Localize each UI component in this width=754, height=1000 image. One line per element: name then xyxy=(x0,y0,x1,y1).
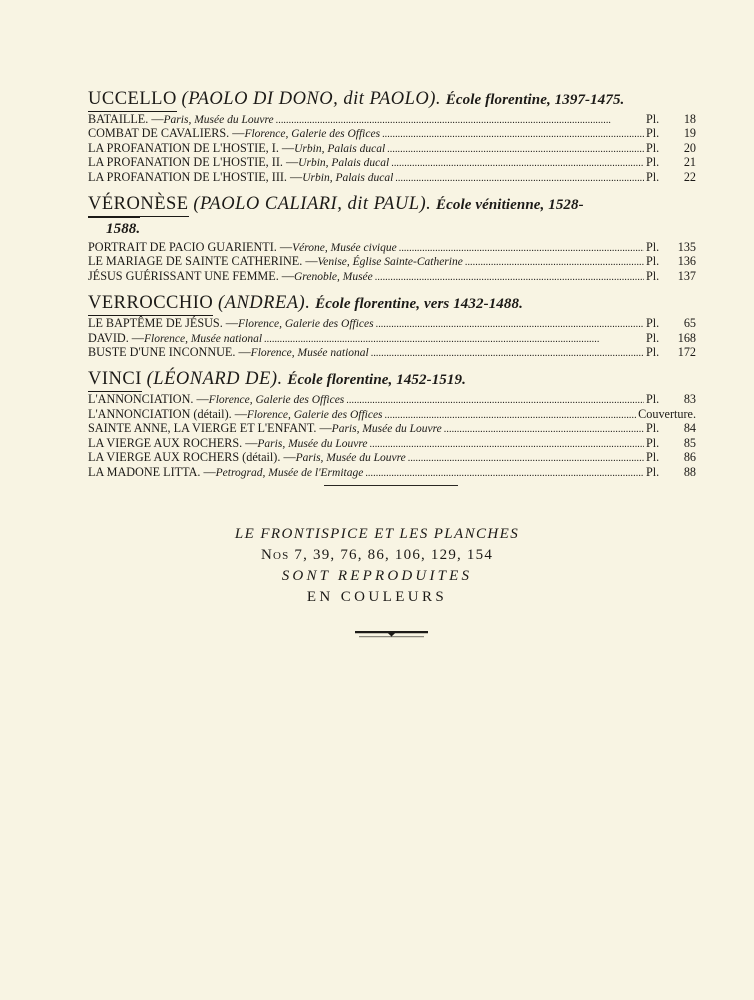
plate-entry xyxy=(88,408,696,422)
plate-entry xyxy=(88,156,696,170)
work-title: LA VIERGE AUX ROCHERS. — xyxy=(88,435,258,450)
colophon-line-3: SONT REPRODUITES xyxy=(281,568,473,584)
work-location: Florence, Galerie des Offices xyxy=(208,394,345,407)
plate-list xyxy=(88,317,696,360)
artist-section xyxy=(88,88,696,185)
plate-number: 88 xyxy=(683,464,696,479)
colophon xyxy=(0,524,754,608)
closing-ornament-icon xyxy=(355,630,428,638)
work-location: Florence, Galerie des Offices xyxy=(246,408,383,421)
artist-name: UCCELLO xyxy=(88,89,177,109)
leader-dots xyxy=(395,171,644,185)
leader-dots xyxy=(408,451,644,465)
artist-name-underlined xyxy=(88,368,142,392)
plate-number: 22 xyxy=(683,169,696,184)
work-title: LE MARIAGE DE SAINTE CATHERINE. — xyxy=(88,254,318,269)
plate-label: Pl. xyxy=(646,392,660,407)
plate-ref xyxy=(646,437,696,450)
work-location: Vérone, Musée civique xyxy=(292,242,397,255)
plate-ref: Couverture. xyxy=(638,406,696,421)
artist-section xyxy=(88,368,696,479)
work-location: Petrograd, Musée de l'Ermitage xyxy=(215,466,364,479)
artist-section xyxy=(88,193,696,284)
plate-label: Pl. xyxy=(646,450,660,465)
work-location: Florence, Musée national xyxy=(143,332,263,345)
artist-name-underlined xyxy=(88,193,189,217)
plate-entry xyxy=(88,422,696,436)
work-location: Paris, Musée du Louvre xyxy=(295,452,406,465)
plate-label: Pl. xyxy=(646,169,660,184)
plate-entry xyxy=(88,127,696,141)
plate-number: 21 xyxy=(683,155,696,170)
leader-dots xyxy=(399,241,644,255)
plate-ref xyxy=(646,171,696,184)
colophon-line-4: EN COULEURS xyxy=(306,589,448,605)
plate-ref xyxy=(646,270,696,283)
work-location: Paris, Musée du Louvre xyxy=(257,437,368,450)
plate-label: Pl. xyxy=(646,155,660,170)
plate-number: 136 xyxy=(677,254,696,269)
plate-label: Pl. xyxy=(646,268,660,283)
leader-dots xyxy=(376,317,644,331)
leader-dots xyxy=(365,466,644,480)
plate-entry xyxy=(88,171,696,185)
plate-number: 137 xyxy=(677,268,696,283)
artist-school: École florentine, vers 1432-1488. xyxy=(315,296,523,313)
artist-name-underlined xyxy=(88,292,213,316)
plate-label: Pl. xyxy=(646,140,660,155)
colophon-line-2 xyxy=(0,545,754,566)
plate-ref xyxy=(646,393,696,406)
plate-number: 85 xyxy=(683,435,696,450)
plate-ref xyxy=(646,113,696,126)
artist-fullname: (PAOLO CALIARI, dit PAUL). xyxy=(193,194,432,215)
leader-dots xyxy=(371,346,644,360)
work-title: LE BAPTÊME DE JÉSUS. — xyxy=(88,316,238,331)
work-title: LA PROFANATION DE L'HOSTIE, III. — xyxy=(88,169,303,184)
artist-heading xyxy=(88,88,696,112)
plate-entry xyxy=(88,332,696,346)
plate-number: 20 xyxy=(683,140,696,155)
work-location: Urbin, Palais ducal xyxy=(302,171,394,184)
plate-entry xyxy=(88,393,696,407)
artist-heading xyxy=(88,292,696,316)
work-title: L'ANNONCIATION. — xyxy=(88,392,209,407)
work-title: LA PROFANATION DE L'HOSTIE, I. — xyxy=(88,140,295,155)
leader-dots xyxy=(370,437,645,451)
work-title: LA MADONE LITTA. — xyxy=(88,464,216,479)
leader-dots xyxy=(375,270,644,284)
plate-entry xyxy=(88,113,696,127)
work-location: Grenoble, Musée xyxy=(293,270,373,283)
plate-entry xyxy=(88,142,696,156)
work-title: COMBAT DE CAVALIERS. — xyxy=(88,126,245,141)
leader-dots xyxy=(385,408,637,422)
plate-number: 135 xyxy=(677,240,696,255)
artist-heading xyxy=(88,368,696,392)
leader-dots xyxy=(346,393,644,407)
plate-ref xyxy=(646,422,696,435)
plate-entry xyxy=(88,437,696,451)
work-location: Florence, Galerie des Offices xyxy=(237,318,374,331)
plate-number: 65 xyxy=(683,316,696,331)
plate-label: Pl. xyxy=(646,330,660,345)
artist-school: École florentine, 1397-1475. xyxy=(445,92,625,108)
plate-number: 168 xyxy=(677,330,696,345)
plate-entry xyxy=(88,346,696,360)
plate-ref xyxy=(646,156,696,169)
work-location: Venise, Église Sainte-Catherine xyxy=(317,256,463,269)
section-divider xyxy=(324,485,458,486)
work-location: Florence, Galerie des Offices xyxy=(244,128,381,141)
plate-ref xyxy=(646,346,696,359)
plate-number: 172 xyxy=(677,345,696,360)
leader-dots xyxy=(391,156,644,170)
plate-label: Pl. xyxy=(646,421,660,436)
leader-dots xyxy=(444,422,644,436)
plate-entry xyxy=(88,317,696,331)
plate-label: Pl. xyxy=(646,316,660,331)
plate-label: Pl. xyxy=(646,126,660,141)
artist-school-continuation: 1588. xyxy=(88,217,140,240)
plate-ref xyxy=(646,451,696,464)
work-location: Paris, Musée du Louvre xyxy=(331,423,442,436)
work-title: L'ANNONCIATION (détail). — xyxy=(88,406,247,421)
plate-label: Pl. xyxy=(646,112,660,126)
plate-ref xyxy=(646,241,696,254)
colophon-line-1: LE FRONTISPICE ET LES PLANCHES xyxy=(234,526,520,542)
plate-list xyxy=(88,241,696,284)
plate-ref xyxy=(646,255,696,268)
work-title: LA PROFANATION DE L'HOSTIE, II. — xyxy=(88,155,299,170)
work-title: DAVID. — xyxy=(88,330,144,345)
plate-ref xyxy=(646,142,696,155)
plate-ref xyxy=(646,317,696,330)
leader-dots xyxy=(264,332,644,346)
plate-label: Pl. xyxy=(646,435,660,450)
plate-entry xyxy=(88,466,696,480)
artist-name: VERROCCHIO xyxy=(88,293,214,314)
work-title: BUSTE D'UNE INCONNUE. — xyxy=(88,345,251,360)
leader-dots xyxy=(382,127,644,141)
plates-index xyxy=(88,88,696,488)
work-location: Urbin, Palais ducal xyxy=(298,157,390,170)
plate-entry xyxy=(88,241,696,255)
plate-number: 83 xyxy=(683,392,696,407)
plate-label: Pl. xyxy=(646,254,660,269)
plate-list xyxy=(88,393,696,479)
colophon-nos: Nos xyxy=(260,547,290,563)
plate-number: 86 xyxy=(683,450,696,465)
plate-label: Pl. xyxy=(646,240,660,255)
artist-heading xyxy=(88,193,696,240)
plate-number: 18 xyxy=(683,112,696,126)
artist-school: École florentine, 1452-1519. xyxy=(287,372,466,389)
plate-ref xyxy=(646,127,696,140)
leader-dots xyxy=(387,142,644,156)
leader-dots xyxy=(465,255,644,269)
plate-number: 84 xyxy=(683,421,696,436)
plate-label: Pl. xyxy=(646,464,660,479)
artist-fullname: (PAOLO DI DONO, dit PAOLO). xyxy=(181,89,442,109)
work-title: PORTRAIT DE PACIO GUARIENTI. — xyxy=(88,240,293,255)
work-title: SAINTE ANNE, LA VIERGE ET L'ENFANT. — xyxy=(88,421,332,436)
artist-name-underlined xyxy=(88,88,177,112)
plate-entry xyxy=(88,255,696,269)
plate-ref xyxy=(646,466,696,479)
work-title: BATAILLE. — xyxy=(88,112,164,126)
plate-ref xyxy=(646,332,696,345)
work-location: Florence, Musée national xyxy=(250,347,369,360)
work-location: Paris, Musée du Louvre xyxy=(163,114,274,126)
colophon-numbers: 7, 39, 76, 86, 106, 129, 154 xyxy=(294,547,494,563)
work-location: Urbin, Palais ducal xyxy=(294,142,386,155)
work-title: JÉSUS GUÉRISSANT UNE FEMME. — xyxy=(88,268,294,283)
work-title: LA VIERGE AUX ROCHERS (détail). — xyxy=(88,450,296,465)
artist-fullname: (LÉONARD DE). xyxy=(146,369,283,390)
artist-name: VINCI xyxy=(88,369,142,390)
plate-entry xyxy=(88,270,696,284)
leader-dots xyxy=(276,113,644,127)
artist-school: École vénitienne, 1528- xyxy=(436,197,584,214)
plate-list xyxy=(88,113,696,185)
plate-label: Pl. xyxy=(646,345,660,360)
artist-section xyxy=(88,292,696,360)
plate-entry xyxy=(88,451,696,465)
artist-name: VÉRONÈSE xyxy=(88,194,189,215)
plate-number: 19 xyxy=(683,126,696,141)
artist-fullname: (ANDREA). xyxy=(218,293,311,314)
